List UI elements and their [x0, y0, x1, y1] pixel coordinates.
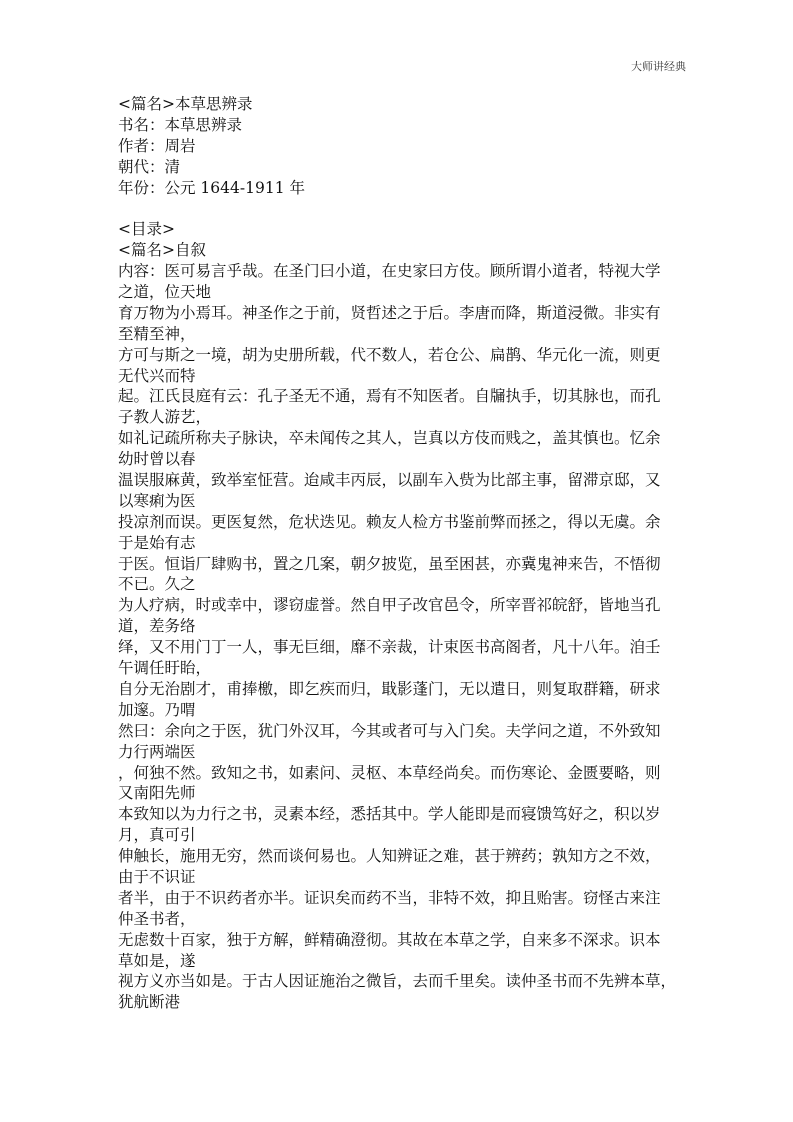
content-line: 为人疗病，时或幸中，谬窃虚誉。然自甲子改官邑令，所宰晋祁皖舒，皆地当孔	[118, 596, 661, 615]
content-line: 然曰：余向之于医，犹门外汉耳，今其或者可与入门矣。夫学问之道，不外致知	[118, 721, 661, 740]
content-line: 草如是，遂	[118, 951, 196, 970]
content-line: 于是始有志	[118, 533, 196, 552]
content-line: 不已。久之	[118, 575, 196, 594]
content-line: 月，真可引	[118, 826, 196, 845]
section-title: <篇名>自叙	[118, 241, 206, 260]
content-line: ，何独不然。致知之书，如素问、灵枢、本草经尚矣。而伤寒论、金匮要略，则	[118, 763, 661, 782]
content-line: 无代兴而特	[118, 366, 196, 385]
meta-book-name: 书名：本草思辨录	[118, 115, 243, 134]
content-line: 如礼记疏所称夫子脉诀，卒未闻传之其人，岂真以方伎而贱之，盖其慎也。忆余	[118, 429, 661, 448]
content-line: 伸触长，施用无穷，然而谈何易也。人知辨证之难，甚于辨药；孰知方之不效，	[118, 847, 661, 866]
content-line: 力行两端医	[118, 742, 196, 761]
content-line: 起。江氏艮庭有云：孔子圣无不通，焉有不知医者。自牖执手，切其脉也，而孔	[118, 387, 661, 406]
content-line: 至精至神，	[118, 324, 196, 343]
content-line: 绎，又不用门丁一人，事无巨细，靡不亲裁，计束医书高阁者，凡十八年。洎壬	[118, 638, 661, 657]
content-line: 午调任盱眙，	[118, 659, 212, 678]
content-line: 又南阳先师	[118, 784, 196, 803]
content-line: 之道，位天地	[118, 283, 212, 302]
content-line: 于医。恒诣厂肆购书，置之几案，朝夕披览，虽至困甚，亦冀鬼神来告，不悟彻	[118, 554, 661, 573]
content-line: 自分无治剧才，甫捧檄，即乞疾而归，戢影蓬门，无以遣日，则复取群籍，研求	[118, 679, 661, 698]
content-line: 视方义亦当如是。于古人因证施治之微旨，去而千里矣。读仲圣书而不先辨本草，	[118, 972, 677, 991]
content-line: 无虑数十百家，独于方解，鲜精确澄彻。其故在本草之学，自来多不深求。识本	[118, 930, 661, 949]
content-line: 投凉剂而误。更医复然，危状迭见。赖友人检方书鉴前弊而拯之，得以无虞。余	[118, 512, 661, 531]
page-header: 大师讲经典	[631, 60, 686, 73]
toc-heading: <目录>	[118, 220, 175, 239]
content-line: 方可与斯之一境，胡为史册所载，代不数人，若仓公、扁鹊、华元化一流，则更	[118, 345, 661, 364]
meta-dynasty: 朝代：清	[118, 157, 181, 176]
content-line: 子教人游艺，	[118, 408, 212, 427]
document-body	[118, 94, 684, 1013]
content-line: 本致知以为力行之书，灵素本经，悉括其中。学人能即是而寝馈笃好之，积以岁	[118, 805, 661, 824]
content-line: 温误服麻黄，致举室怔营。迨咸丰丙辰，以副车入赀为比部主事，留滞京邸，又	[118, 471, 661, 490]
content-line: 加邃。乃喟	[118, 700, 196, 719]
blank-line	[118, 198, 684, 219]
content-line: 内容：医可易言乎哉。在圣门曰小道，在史家曰方伎。顾所谓小道者，特视大学	[118, 262, 661, 281]
content-line: 仲圣书者，	[118, 909, 196, 928]
content-line: 者半，由于不识药者亦半。证识矣而药不当，非特不效，抑且贻害。窃怪古来注	[118, 888, 661, 907]
section-content	[118, 261, 684, 1013]
meta-author: 作者：周岩	[118, 136, 196, 155]
meta-title: <篇名>本草思辨录	[118, 95, 253, 113]
meta-year: 年份：公元 1644-1911 年	[118, 178, 305, 197]
content-line: 幼时曾以春	[118, 450, 196, 469]
content-line: 由于不识证	[118, 867, 196, 886]
content-line: 育万物为小焉耳。神圣作之于前，贤哲述之于后。李唐而降，斯道浸微。非实有	[118, 303, 661, 322]
content-line: 道，差务络	[118, 617, 196, 636]
content-line: 以寒痢为医	[118, 491, 196, 510]
content-line: 犹航断港	[118, 993, 181, 1012]
